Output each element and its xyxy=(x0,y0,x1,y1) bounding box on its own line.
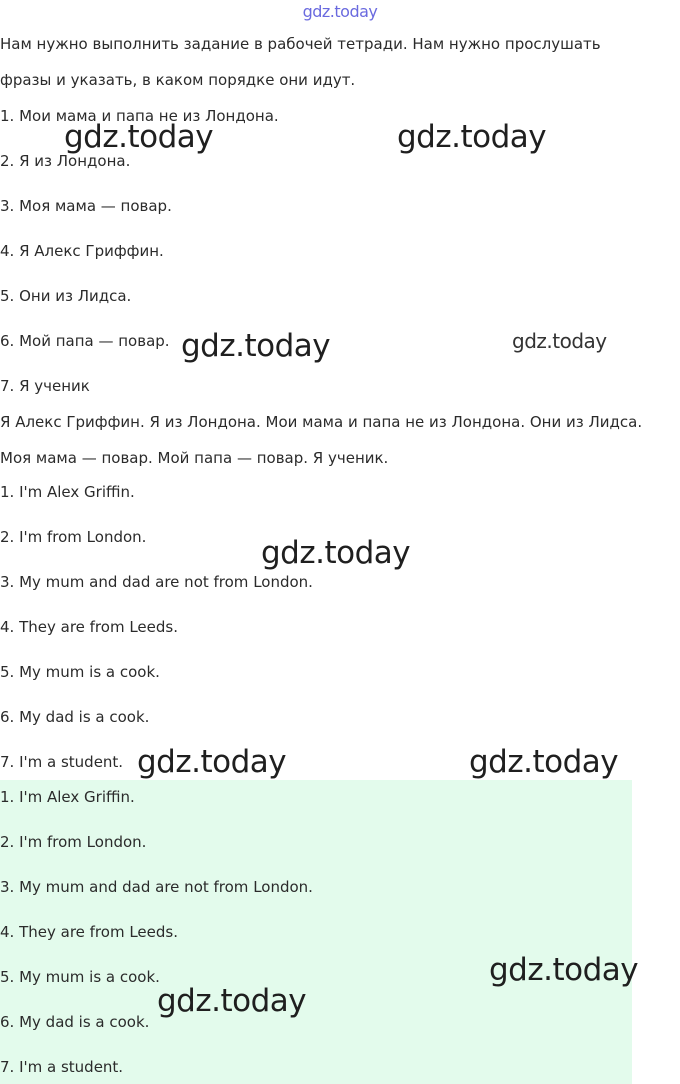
watermark: gdz.today xyxy=(489,952,639,988)
answer-list-item-1: 1. I'm Alex Griffin. xyxy=(0,788,135,806)
watermark: gdz.today xyxy=(157,983,307,1019)
russian-paragraph-line-1: Я Алекс Гриффин. Я из Лондона. Мои мама и папа не из Лондона. Они из Лидса. xyxy=(0,413,643,431)
watermark: gdz.today xyxy=(181,328,331,364)
answer-list-item-2: 2. I'm from London. xyxy=(0,833,147,851)
russian-list-item-6: 6. Мой папа — повар. xyxy=(0,332,170,350)
answer-list-item-7: 7. I'm a student. xyxy=(0,1058,124,1076)
watermark: gdz.today xyxy=(64,119,214,155)
english-list-item-1: 1. I'm Alex Griffin. xyxy=(0,483,135,501)
watermark: gdz.today xyxy=(137,744,287,780)
watermark: gdz.today xyxy=(469,744,619,780)
intro-line-2: фразы и указать, в каком порядке они идут. xyxy=(0,71,356,89)
english-list-item-7: 7. I'm a student. xyxy=(0,753,124,771)
watermark: gdz.today xyxy=(512,329,607,353)
english-list-item-6: 6. My dad is a cook. xyxy=(0,708,150,726)
answer-list-item-3: 3. My mum and dad are not from London. xyxy=(0,878,313,896)
russian-list-item-3: 3. Моя мама — повар. xyxy=(0,197,172,215)
watermark: gdz.today xyxy=(261,535,411,571)
watermark: gdz.today xyxy=(397,119,547,155)
intro-line-1: Нам нужно выполнить задание в рабочей тетради. Нам нужно прослушать xyxy=(0,35,601,53)
answer-list-item-5: 5. My mum is a cook. xyxy=(0,968,160,986)
english-list-item-2: 2. I'm from London. xyxy=(0,528,147,546)
russian-list-item-7: 7. Я ученик xyxy=(0,377,90,395)
russian-list-item-1: 1. Мои мама и папа не из Лондона. xyxy=(0,107,279,125)
english-list-item-3: 3. My mum and dad are not from London. xyxy=(0,573,313,591)
english-list-item-5: 5. My mum is a cook. xyxy=(0,663,160,681)
answer-list-item-4: 4. They are from Leeds. xyxy=(0,923,178,941)
russian-list-item-5: 5. Они из Лидса. xyxy=(0,287,132,305)
english-list-item-4: 4. They are from Leeds. xyxy=(0,618,178,636)
russian-list-item-2: 2. Я из Лондона. xyxy=(0,152,131,170)
site-logo[interactable]: gdz.today xyxy=(302,2,378,21)
russian-list-item-4: 4. Я Алекс Гриффин. xyxy=(0,242,164,260)
russian-paragraph-line-2: Моя мама — повар. Мой папа — повар. Я ученик. xyxy=(0,449,389,467)
answer-list-item-6: 6. My dad is a cook. xyxy=(0,1013,150,1031)
